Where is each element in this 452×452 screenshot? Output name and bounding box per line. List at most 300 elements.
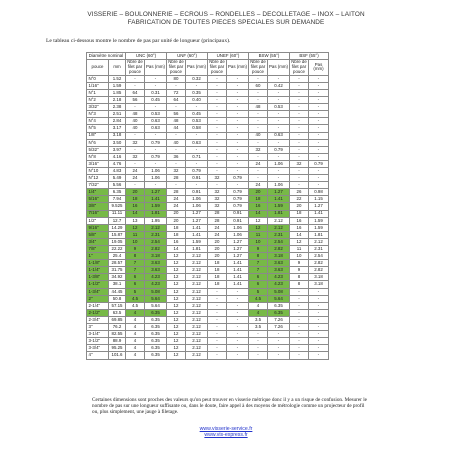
- table-row: [87, 203, 329, 210]
- table-row: [87, 104, 329, 111]
- table-cell: 1/8": [87, 132, 109, 139]
- table-cell: -: [290, 132, 309, 139]
- table-cell: 24: [249, 182, 268, 189]
- table-cell: 0.79: [309, 160, 329, 167]
- table-cell: -: [227, 331, 249, 338]
- table-cell: 12.7: [109, 217, 126, 224]
- table-cell: -: [227, 167, 249, 174]
- table-cell: 1.15: [309, 196, 329, 203]
- table-cell: -: [249, 118, 268, 125]
- table-cell: -: [186, 182, 208, 189]
- link-vis-express[interactable]: www.vis-express.fr: [204, 432, 248, 439]
- table-cell: -: [208, 338, 227, 345]
- table-cell: -: [290, 104, 309, 111]
- table-cell: N°8: [87, 153, 109, 160]
- table-cell: 2.12: [186, 260, 208, 267]
- table-cell: -: [309, 153, 329, 160]
- table-cell: 2.12: [186, 288, 208, 295]
- table-cell: 4.5: [249, 295, 268, 302]
- table-cell: 1.59: [309, 217, 329, 224]
- table-cell: 2.12: [268, 217, 290, 224]
- table-cell: -: [208, 89, 227, 96]
- table-cell: -: [126, 75, 145, 82]
- table-row: [87, 267, 329, 274]
- table-cell: -: [268, 352, 290, 359]
- table-cell: -: [208, 324, 227, 331]
- table-row: [87, 345, 329, 352]
- table-cell: 32: [249, 146, 268, 153]
- table-cell: 1.41: [186, 224, 208, 231]
- table-row: [87, 82, 329, 89]
- table-cell: 3.18: [268, 253, 290, 260]
- table-cell: 0.91: [227, 210, 249, 217]
- table-cell: 0.63: [186, 139, 208, 146]
- table-cell: 3.17: [109, 125, 126, 132]
- table-cell: 1.41: [145, 196, 167, 203]
- table-cell: -: [249, 175, 268, 182]
- table-cell: -: [145, 104, 167, 111]
- table-cell: 56: [167, 111, 186, 118]
- link-visserie-service[interactable]: www.visserie-service.fr: [199, 426, 253, 432]
- table-row: [87, 316, 329, 323]
- table-cell: -: [309, 167, 329, 174]
- table-cell: 20: [167, 210, 186, 217]
- table-row: [87, 111, 329, 118]
- subheader-cell: Pas (mm): [309, 59, 329, 75]
- table-cell: 0.79: [186, 167, 208, 174]
- table-cell: 3/8": [87, 203, 109, 210]
- table-cell: N°4: [87, 118, 109, 125]
- table-cell: 3.5: [249, 316, 268, 323]
- table-cell: 12: [167, 338, 186, 345]
- table-cell: 12: [167, 281, 186, 288]
- subheader-cell: pouce: [87, 59, 109, 75]
- table-cell: -: [309, 146, 329, 153]
- table-cell: 0.42: [268, 82, 290, 89]
- table-cell: -: [290, 118, 309, 125]
- table-cell: -: [249, 111, 268, 118]
- table-cell: 5/8": [87, 231, 109, 238]
- table-cell: 18: [167, 224, 186, 231]
- table-cell: 1-1/2": [87, 281, 109, 288]
- table-cell: -: [167, 146, 186, 153]
- table-row: [87, 210, 329, 217]
- table-cell: -: [208, 111, 227, 118]
- table-cell: 4.76: [109, 160, 126, 167]
- subheader-cell: Nbre de filet par pouce: [127, 59, 143, 74]
- table-cell: -: [145, 182, 167, 189]
- table-row: [87, 160, 329, 167]
- table-cell: 24: [208, 231, 227, 238]
- table-row: [87, 182, 329, 189]
- table-cell: 34.92: [109, 274, 126, 281]
- table-cell: 0.79: [227, 196, 249, 203]
- table-cell: 4.5: [126, 302, 145, 309]
- table-cell: -: [309, 345, 329, 352]
- table-cell: -: [186, 146, 208, 153]
- table-cell: 12: [167, 274, 186, 281]
- table-cell: 7: [249, 267, 268, 274]
- table-cell: -: [227, 146, 249, 153]
- thread-pitch-table: [86, 52, 329, 360]
- bsf-header: BSF (55°): [290, 53, 329, 60]
- table-cell: 1.06: [186, 196, 208, 203]
- table-cell: 20: [208, 238, 227, 245]
- table-cell: 20: [249, 189, 268, 196]
- subheader-cell: Nbre de filet par pouce: [291, 59, 307, 74]
- subheader-cell: Pas (mm): [145, 59, 167, 75]
- table-cell: 6: [126, 281, 145, 288]
- table-cell: 4.23: [145, 274, 167, 281]
- table-cell: 40: [167, 139, 186, 146]
- table-cell: -: [309, 118, 329, 125]
- table-cell: 12: [167, 352, 186, 359]
- table-cell: 80: [167, 75, 186, 82]
- table-cell: 4: [126, 316, 145, 323]
- subheader-cell: Pas (mm): [268, 59, 290, 75]
- table-cell: 12: [290, 238, 309, 245]
- table-cell: 3.50: [109, 139, 126, 146]
- table-header-row: [87, 53, 329, 60]
- table-cell: 88.9: [109, 338, 126, 345]
- table-cell: 14: [249, 210, 268, 217]
- table-cell: 26: [290, 189, 309, 196]
- table-cell: -: [268, 111, 290, 118]
- table-cell: 18: [290, 210, 309, 217]
- table-cell: -: [126, 160, 145, 167]
- table-cell: 5.08: [145, 288, 167, 295]
- table-cell: 20: [208, 253, 227, 260]
- table-cell: -: [249, 153, 268, 160]
- table-cell: 6.35: [145, 331, 167, 338]
- table-cell: -: [227, 302, 249, 309]
- table-cell: 12: [167, 302, 186, 309]
- table-cell: -: [268, 89, 290, 96]
- table-cell: -: [290, 125, 309, 132]
- table-cell: -: [227, 160, 249, 167]
- table-cell: 5.64: [145, 295, 167, 302]
- table-cell: 3.63: [268, 260, 290, 267]
- table-cell: -: [208, 139, 227, 146]
- table-cell: 5: [126, 288, 145, 295]
- table-cell: -: [268, 75, 290, 82]
- table-row: [87, 295, 329, 302]
- table-cell: 1.27: [227, 253, 249, 260]
- table-cell: 14: [290, 231, 309, 238]
- table-cell: -: [208, 153, 227, 160]
- table-cell: 101.6: [109, 352, 126, 359]
- table-cell: 0.79: [145, 139, 167, 146]
- table-cell: 0.63: [145, 118, 167, 125]
- table-cell: -: [290, 324, 309, 331]
- page-header: [0, 11, 452, 27]
- table-cell: 0.71: [186, 153, 208, 160]
- table-cell: -: [208, 167, 227, 174]
- table-cell: -: [268, 338, 290, 345]
- table-cell: 19.05: [109, 238, 126, 245]
- table-cell: 6.35: [145, 309, 167, 316]
- table-cell: 25.4: [109, 253, 126, 260]
- table-cell: 31.75: [109, 267, 126, 274]
- table-cell: 1.27: [227, 238, 249, 245]
- table-cell: 6.35: [109, 189, 126, 196]
- table-cell: 11: [126, 231, 145, 238]
- table-cell: -: [208, 118, 227, 125]
- table-cell: 36: [167, 153, 186, 160]
- table-cell: -: [290, 316, 309, 323]
- table-cell: -: [309, 338, 329, 345]
- table-cell: 2-1/4": [87, 302, 109, 309]
- table-cell: 6.35: [268, 302, 290, 309]
- table-cell: 6.35: [268, 309, 290, 316]
- table-cell: 1-3/4": [87, 288, 109, 295]
- table-cell: 12: [167, 331, 186, 338]
- table-cell: -: [167, 182, 186, 189]
- table-cell: -: [309, 316, 329, 323]
- table-cell: 1.81: [268, 210, 290, 217]
- table-cell: 18: [208, 274, 227, 281]
- table-cell: -: [290, 146, 309, 153]
- table-cell: -: [227, 309, 249, 316]
- table-cell: -: [167, 82, 186, 89]
- table-cell: -: [208, 146, 227, 153]
- table-cell: -: [290, 167, 309, 174]
- table-cell: -: [227, 295, 249, 302]
- table-cell: 1.06: [268, 160, 290, 167]
- table-row: [87, 331, 329, 338]
- table-cell: 3.63: [145, 267, 167, 274]
- table-cell: 20: [290, 203, 309, 210]
- table-cell: -: [268, 345, 290, 352]
- table-cell: 3.5: [249, 324, 268, 331]
- table-cell: 0.40: [186, 97, 208, 104]
- table-cell: 0.91: [227, 217, 249, 224]
- table-cell: 4: [126, 345, 145, 352]
- table-cell: -: [268, 125, 290, 132]
- table-cell: -: [290, 139, 309, 146]
- table-cell: 24: [208, 224, 227, 231]
- table-cell: 9: [126, 246, 145, 253]
- table-cell: -: [208, 82, 227, 89]
- unc-header: UNC (60°): [126, 53, 167, 60]
- table-cell: -: [290, 82, 309, 89]
- table-cell: -: [208, 288, 227, 295]
- table-cell: 3/4": [87, 238, 109, 245]
- table-row: [87, 281, 329, 288]
- table-cell: -: [309, 104, 329, 111]
- table-cell: 20: [167, 217, 186, 224]
- table-cell: -: [309, 82, 329, 89]
- table-row: [87, 309, 329, 316]
- table-cell: -: [249, 125, 268, 132]
- table-cell: 4.83: [109, 167, 126, 174]
- table-cell: 0.35: [186, 89, 208, 96]
- table-cell: 2.12: [145, 224, 167, 231]
- table-cell: 2.12: [186, 331, 208, 338]
- table-cell: 4: [249, 309, 268, 316]
- table-cell: 8: [126, 253, 145, 260]
- table-cell: -: [268, 139, 290, 146]
- table-cell: -: [290, 352, 309, 359]
- table-cell: 9: [249, 246, 268, 253]
- table-cell: 4.16: [109, 153, 126, 160]
- table-cell: -: [126, 146, 145, 153]
- table-cell: 24: [167, 203, 186, 210]
- bsw-header: BSW (55°): [249, 53, 290, 60]
- table-cell: 2.82: [309, 260, 329, 267]
- table-cell: 2.12: [186, 352, 208, 359]
- table-cell: 3/32": [87, 104, 109, 111]
- table-cell: 5.64: [268, 295, 290, 302]
- header-line-1: VISSERIE – BOULONNERIE – ECROUS – RONDELLES – DECOLLETAGE – INOX – LAITON: [87, 11, 365, 18]
- table-cell: 6: [249, 274, 268, 281]
- table-cell: 1.95: [145, 217, 167, 224]
- table-cell: 12: [167, 267, 186, 274]
- table-cell: -: [167, 132, 186, 139]
- table-cell: 14: [167, 246, 186, 253]
- table-cell: -: [208, 316, 227, 323]
- table-cell: 13: [126, 217, 145, 224]
- footer-note: Certaines dimensions sont proches des valeurs qu'on peut trouver en visserie métrique donc il y a un risque de confusion. Mesurer le nombre de pas sur une longueur suffisante ou, dans le doute, faire appel à des moyens de métrologie comme un projecteur de profil ou, plus simplement, une jauge à filetage.: [92, 397, 367, 416]
- table-cell: -: [227, 118, 249, 125]
- table-cell: 1.06: [268, 182, 290, 189]
- table-cell: 1.59: [109, 82, 126, 89]
- table-cell: 16: [290, 217, 309, 224]
- table-cell: 1.81: [145, 210, 167, 217]
- table-cell: 3.18: [109, 132, 126, 139]
- table-cell: -: [227, 89, 249, 96]
- table-cell: 2.82: [145, 246, 167, 253]
- table-row: [87, 125, 329, 132]
- table-cell: -: [145, 132, 167, 139]
- table-cell: 2.12: [186, 338, 208, 345]
- table-cell: -: [227, 182, 249, 189]
- table-cell: 4: [126, 309, 145, 316]
- table-cell: 2.12: [186, 302, 208, 309]
- table-cell: 64: [126, 89, 145, 96]
- table-row: [87, 139, 329, 146]
- table-cell: 3": [87, 324, 109, 331]
- table-cell: 1.41: [227, 281, 249, 288]
- table-cell: 3.97: [109, 146, 126, 153]
- table-cell: -: [309, 111, 329, 118]
- table-cell: 2.12: [186, 267, 208, 274]
- table-cell: 18: [208, 260, 227, 267]
- table-cell: -: [145, 146, 167, 153]
- table-row: [87, 217, 329, 224]
- table-cell: -: [249, 75, 268, 82]
- table-cell: 48: [249, 104, 268, 111]
- table-cell: -: [227, 82, 249, 89]
- table-cell: 14: [126, 210, 145, 217]
- table-cell: 1.41: [268, 196, 290, 203]
- table-cell: 12: [126, 224, 145, 231]
- table-cell: -: [208, 182, 227, 189]
- table-cell: 2.12: [186, 316, 208, 323]
- table-row: [87, 167, 329, 174]
- table-cell: 22: [290, 196, 309, 203]
- table-cell: 1.27: [309, 203, 329, 210]
- table-cell: -: [290, 288, 309, 295]
- table-cell: 5: [249, 288, 268, 295]
- table-cell: 16: [249, 203, 268, 210]
- table-cell: 8: [290, 281, 309, 288]
- table-row: [87, 146, 329, 153]
- table-cell: 2.12: [186, 345, 208, 352]
- table-cell: 8: [249, 253, 268, 260]
- table-cell: -: [249, 338, 268, 345]
- table-cell: 16: [126, 203, 145, 210]
- table-cell: 3/16": [87, 160, 109, 167]
- table-cell: -: [268, 118, 290, 125]
- table-cell: 2.12: [186, 253, 208, 260]
- table-cell: 32: [290, 160, 309, 167]
- table-cell: -: [227, 125, 249, 132]
- table-cell: 4: [126, 324, 145, 331]
- table-cell: 6.35: [145, 352, 167, 359]
- table-cell: -: [309, 182, 329, 189]
- table-cell: 0.98: [309, 189, 329, 196]
- table-cell: -: [249, 167, 268, 174]
- table-cell: -: [208, 345, 227, 352]
- table-cell: 5.64: [145, 302, 167, 309]
- table-cell: 7/16": [87, 210, 109, 217]
- table-cell: -: [227, 132, 249, 139]
- table-cell: N°1: [87, 89, 109, 96]
- subheader-cell: mm: [109, 59, 126, 75]
- table-cell: 2.12: [309, 238, 329, 245]
- table-cell: -: [309, 331, 329, 338]
- table-cell: 8: [290, 274, 309, 281]
- table-cell: -: [290, 97, 309, 104]
- table-cell: 1.81: [309, 231, 329, 238]
- table-cell: 72: [167, 89, 186, 96]
- table-row: [87, 288, 329, 295]
- table-cell: 1-3/8": [87, 274, 109, 281]
- table-cell: 3.18: [145, 253, 167, 260]
- table-cell: -: [309, 309, 329, 316]
- table-cell: -: [208, 295, 227, 302]
- table-cell: -: [145, 82, 167, 89]
- table-cell: 56: [126, 97, 145, 104]
- table-cell: -: [309, 324, 329, 331]
- table-cell: 1.27: [145, 189, 167, 196]
- table-cell: -: [309, 175, 329, 182]
- table-cell: -: [208, 125, 227, 132]
- table-cell: 32: [208, 203, 227, 210]
- table-cell: 12: [167, 316, 186, 323]
- table-cell: 18: [126, 196, 145, 203]
- table-cell: 1.06: [145, 175, 167, 182]
- table-row: [87, 238, 329, 245]
- table-cell: 0.79: [227, 175, 249, 182]
- table-cell: 0.31: [145, 89, 167, 96]
- table-cell: 11: [249, 231, 268, 238]
- table-cell: N°5: [87, 125, 109, 132]
- table-cell: -: [309, 302, 329, 309]
- table-row: [87, 338, 329, 345]
- table-cell: -: [290, 182, 309, 189]
- table-row: [87, 260, 329, 267]
- table-cell: 1-1/8": [87, 260, 109, 267]
- table-cell: -: [227, 104, 249, 111]
- table-cell: 18: [167, 231, 186, 238]
- table-cell: 6: [126, 274, 145, 281]
- table-cell: 2.12: [186, 295, 208, 302]
- table-cell: 14.29: [109, 224, 126, 231]
- table-cell: 1.52: [109, 75, 126, 82]
- table-cell: 4: [249, 302, 268, 309]
